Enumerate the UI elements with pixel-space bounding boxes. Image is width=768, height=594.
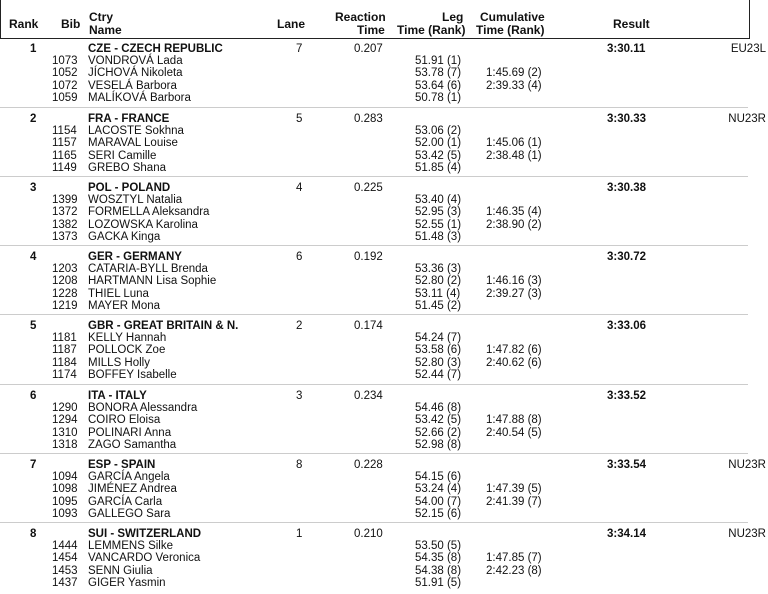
swimmer-bib: 1052: [52, 67, 78, 79]
team-result: 3:30.11: [607, 43, 646, 55]
swimmer-name: GACKA Kinga: [88, 231, 161, 243]
team-lane: 3: [296, 390, 303, 402]
swimmer-bib: 1228: [52, 288, 78, 300]
header-cumulative-time: Time (Rank): [476, 23, 545, 37]
swimmer-cumulative-time: 1:47.85 (7): [486, 552, 542, 564]
swimmer-leg-time: 51.85 (4): [415, 162, 462, 174]
swimmer-bib: 1095: [52, 496, 78, 508]
team-lane: 1: [296, 528, 303, 540]
swimmer-leg-time: 52.44 (7): [415, 369, 462, 381]
swimmer-bib: 1181: [52, 332, 77, 344]
swimmer-bib: 1157: [52, 137, 77, 149]
swimmer-bib: 1174: [52, 369, 77, 381]
team-rank: 1: [30, 43, 37, 55]
swimmer-leg-time: 54.35 (8): [415, 552, 462, 564]
team-reaction: 0.228: [354, 459, 383, 471]
swimmer-leg-time: 51.48 (3): [415, 231, 462, 243]
team-reaction: 0.207: [354, 43, 383, 55]
swimmer-name: LEMMENS Silke: [88, 540, 173, 552]
swimmer-bib: 1094: [52, 471, 78, 483]
team-rank: 8: [30, 528, 37, 540]
header-result: Result: [613, 17, 650, 31]
swimmer-bib: 1444: [52, 540, 78, 552]
swimmer-leg-time: 53.11 (4): [415, 288, 461, 300]
team-result: 3:34.14: [607, 528, 647, 540]
swimmer-bib: 1098: [52, 483, 78, 495]
row-separator: [0, 107, 748, 108]
swimmer-name: MALÍKOVÁ Barbora: [88, 92, 191, 104]
header-reaction: Reaction: [335, 10, 386, 24]
header-cumulative: Cumulative: [480, 10, 545, 24]
swimmer-leg-time: 53.58 (6): [415, 344, 462, 356]
swimmer-leg-time: 54.15 (6): [415, 471, 462, 483]
swimmer-leg-time: 53.24 (4): [415, 483, 462, 495]
team-result: 3:33.54: [607, 459, 647, 471]
swimmer-bib: 1382: [52, 219, 78, 231]
swimmer-cumulative-time: 2:40.54 (5): [486, 427, 542, 439]
team-rank: 7: [30, 459, 37, 471]
swimmer-name: JIMÉNEZ Andrea: [88, 483, 177, 495]
swimmer-name: GALLEGO Sara: [88, 508, 171, 520]
team-record: NU23R: [728, 528, 766, 540]
swimmer-cumulative-time: 1:47.39 (5): [486, 483, 542, 495]
swimmer-name: THIEL Luna: [88, 288, 149, 300]
team-result: 3:30.33: [607, 113, 647, 125]
team-reaction: 0.225: [354, 182, 383, 194]
team-record: NU23R: [728, 459, 766, 471]
swimmer-bib: 1187: [52, 344, 77, 356]
swimmer-name: VONDROVÁ Lada: [88, 55, 183, 67]
team-reaction: 0.234: [354, 390, 383, 402]
row-separator: [0, 522, 748, 523]
header-bib: Bib: [61, 17, 81, 31]
swimmer-cumulative-time: 2:38.90 (2): [486, 219, 542, 231]
team-country: FRA - FRANCE: [88, 113, 170, 125]
swimmer-bib: 1290: [52, 402, 78, 414]
team-rank: 5: [30, 320, 37, 332]
swimmer-name: MILLS Holly: [88, 357, 150, 369]
swimmer-bib: 1399: [52, 194, 78, 206]
team-lane: 7: [296, 43, 303, 55]
swimmer-leg-time: 54.46 (8): [415, 402, 462, 414]
swimmer-leg-time: 53.06 (2): [415, 125, 462, 137]
row-separator: [0, 245, 748, 246]
team-record: EU23L: [730, 43, 766, 55]
team-result: 3:33.06: [607, 320, 647, 332]
swimmer-leg-time: 53.78 (7): [415, 67, 462, 79]
swimmer-leg-time: 53.42 (5): [415, 414, 462, 426]
swimmer-cumulative-time: 2:40.62 (6): [486, 357, 542, 369]
team-country: ITA - ITALY: [88, 390, 147, 402]
swimmer-leg-time: 52.95 (3): [415, 206, 462, 218]
team-lane: 2: [296, 320, 303, 332]
swimmer-bib: 1149: [52, 162, 77, 174]
table-header: [0, 0, 750, 39]
swimmer-bib: 1208: [52, 275, 78, 287]
swimmer-name: SERI Camille: [88, 150, 157, 162]
swimmer-bib: 1454: [52, 552, 78, 564]
swimmer-leg-time: 52.98 (8): [415, 439, 462, 451]
swimmer-leg-time: 52.00 (1): [415, 137, 462, 149]
swimmer-leg-time: 51.45 (2): [415, 300, 462, 312]
swimmer-name: POLINARI Anna: [88, 427, 172, 439]
swimmer-leg-time: 52.80 (3): [415, 357, 462, 369]
team-reaction: 0.174: [354, 320, 383, 332]
team-record: NU23R: [728, 113, 766, 125]
swimmer-name: HARTMANN Lisa Sophie: [88, 275, 217, 287]
swimmer-name: GARCÍA Angela: [88, 471, 170, 483]
swimmer-name: SENN Giulia: [88, 565, 153, 577]
swimmer-name: WOSZTYL Natalia: [88, 194, 183, 206]
header-name: Name: [89, 23, 122, 37]
team-rank: 2: [30, 113, 37, 125]
row-separator: [0, 176, 748, 177]
team-lane: 4: [296, 182, 303, 194]
swimmer-cumulative-time: 2:39.27 (3): [486, 288, 542, 300]
swimmer-bib: 1318: [52, 439, 78, 451]
swimmer-bib: 1072: [52, 80, 78, 92]
swimmer-name: BOFFEY Isabelle: [88, 369, 177, 381]
header-leg: Leg: [442, 10, 464, 24]
team-lane: 6: [296, 251, 303, 263]
swimmer-name: POLLOCK Zoe: [88, 344, 166, 356]
team-country: GBR - GREAT BRITAIN & N.: [88, 320, 239, 332]
swimmer-leg-time: 51.91 (1): [415, 55, 462, 67]
swimmer-name: MARAVAL Louise: [88, 137, 178, 149]
swimmer-name: JÍCHOVÁ Nikoleta: [88, 67, 183, 79]
team-country: POL - POLAND: [88, 182, 171, 194]
swimmer-leg-time: 53.36 (3): [415, 263, 462, 275]
team-lane: 8: [296, 459, 303, 471]
swimmer-leg-time: 52.80 (2): [415, 275, 462, 287]
swimmer-leg-time: 52.15 (6): [415, 508, 462, 520]
team-rank: 3: [30, 182, 37, 194]
swimmer-name: GREBO Shana: [88, 162, 166, 174]
swimmer-cumulative-time: 1:46.16 (3): [486, 275, 542, 287]
team-country: CZE - CZECH REPUBLIC: [88, 43, 223, 55]
team-result: 3:33.52: [607, 390, 647, 402]
swimmer-name: KELLY Hannah: [88, 332, 167, 344]
row-separator: [0, 384, 748, 385]
team-reaction: 0.210: [354, 528, 383, 540]
swimmer-name: LACOSTE Sokhna: [88, 125, 184, 137]
swimmer-cumulative-time: 1:45.69 (2): [486, 67, 542, 79]
swimmer-name: VANCARDO Veronica: [88, 552, 201, 564]
swimmer-bib: 1059: [52, 92, 78, 104]
team-country: ESP - SPAIN: [88, 459, 156, 471]
swimmer-leg-time: 53.64 (6): [415, 80, 462, 92]
swimmer-name: FORMELLA Aleksandra: [88, 206, 210, 218]
swimmer-cumulative-time: 2:39.33 (4): [486, 80, 542, 92]
swimmer-bib: 1073: [52, 55, 78, 67]
swimmer-name: LOZOWSKA Karolina: [88, 219, 198, 231]
swimmer-leg-time: 52.66 (2): [415, 427, 462, 439]
swimmer-leg-time: 53.42 (5): [415, 150, 462, 162]
swimmer-cumulative-time: 2:41.39 (7): [486, 496, 542, 508]
team-rank: 4: [30, 251, 37, 263]
swimmer-name: VESELÁ Barbora: [88, 80, 177, 92]
swimmer-cumulative-time: 1:47.88 (8): [486, 414, 542, 426]
swimmer-name: GARCÍA Carla: [88, 496, 163, 508]
swimmer-name: GIGER Yasmin: [88, 577, 166, 589]
swimmer-name: ZAGO Samantha: [88, 439, 177, 451]
team-lane: 5: [296, 113, 303, 125]
swimmer-bib: 1294: [52, 414, 78, 426]
swimmer-name: CATARIA-BYLL Brenda: [88, 263, 208, 275]
swimmer-leg-time: 53.40 (4): [415, 194, 462, 206]
swimmer-bib: 1310: [52, 427, 78, 439]
swimmer-leg-time: 51.91 (5): [415, 577, 462, 589]
swimmer-bib: 1184: [52, 357, 77, 369]
header-leg-time: Time (Rank): [397, 23, 466, 37]
swimmer-bib: 1372: [52, 206, 78, 218]
team-country: SUI - SWITZERLAND: [88, 528, 202, 540]
swimmer-bib: 1165: [52, 150, 77, 162]
team-rank: 6: [30, 390, 37, 402]
header-rank: Rank: [9, 17, 39, 31]
swimmer-bib: 1219: [52, 300, 78, 312]
swimmer-cumulative-time: 1:45.06 (1): [486, 137, 542, 149]
team-country: GER - GERMANY: [88, 251, 182, 263]
swimmer-bib: 1203: [52, 263, 78, 275]
swimmer-leg-time: 54.00 (7): [415, 496, 462, 508]
header-lane: Lane: [277, 17, 306, 31]
row-separator: [0, 453, 748, 454]
swimmer-cumulative-time: 2:38.48 (1): [486, 150, 542, 162]
swimmer-bib: 1453: [52, 565, 78, 577]
team-reaction: 0.283: [354, 113, 383, 125]
swimmer-name: BONORA Alessandra: [88, 402, 198, 414]
swimmer-bib: 1154: [52, 125, 77, 137]
swimmer-leg-time: 50.78 (1): [415, 92, 462, 104]
swimmer-bib: 1437: [52, 577, 78, 589]
team-result: 3:30.38: [607, 182, 647, 194]
swimmer-name: MAYER Mona: [88, 300, 161, 312]
swimmer-leg-time: 53.50 (5): [415, 540, 462, 552]
team-result: 3:30.72: [607, 251, 647, 263]
swimmer-bib: 1373: [52, 231, 78, 243]
swimmer-name: COIRO Eloisa: [88, 414, 161, 426]
swimmer-bib: 1093: [52, 508, 78, 520]
swimmer-leg-time: 52.55 (1): [415, 219, 462, 231]
team-reaction: 0.192: [354, 251, 383, 263]
swimmer-leg-time: 54.38 (8): [415, 565, 462, 577]
swimmer-cumulative-time: 1:47.82 (6): [486, 344, 542, 356]
row-separator: [0, 314, 748, 315]
swimmer-cumulative-time: 2:42.23 (8): [486, 565, 542, 577]
swimmer-cumulative-time: 1:46.35 (4): [486, 206, 542, 218]
swimmer-leg-time: 54.24 (7): [415, 332, 462, 344]
header-ctry: Ctry: [89, 10, 114, 24]
header-reaction-time: Time: [357, 23, 385, 37]
